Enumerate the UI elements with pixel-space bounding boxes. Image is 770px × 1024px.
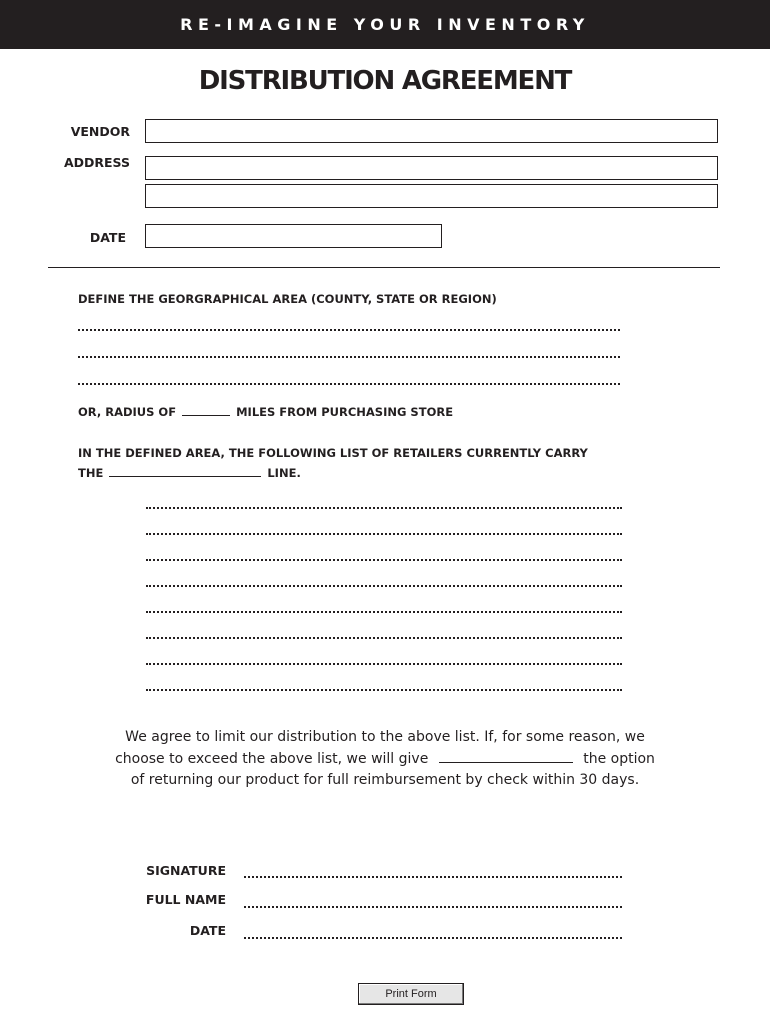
area-line[interactable] <box>78 383 620 385</box>
agreement-line2 <box>60 749 710 771</box>
retailers-line2-prefix: THE <box>78 466 104 480</box>
product-line-blank[interactable] <box>109 476 261 477</box>
area-line[interactable] <box>78 356 620 358</box>
date-field[interactable] <box>145 224 442 248</box>
print-form-button[interactable]: Print Form <box>358 983 464 1005</box>
signature-date-label: DATE <box>189 923 226 938</box>
agreement-line2-prefix: choose to exceed the above list, we will give <box>115 750 429 767</box>
radius-statement <box>78 402 453 422</box>
retailer-line[interactable] <box>146 611 622 613</box>
document-title: DISTRIBUTION AGREEMENT <box>198 66 572 96</box>
agreement-paragraph <box>60 727 710 792</box>
vendor-label: VENDOR <box>70 124 130 139</box>
area-line[interactable] <box>78 329 620 331</box>
signature-label: SIGNATURE <box>146 863 226 878</box>
agreement-line3: of returning our product for full reimbursement by check within 30 days. <box>130 772 640 788</box>
retailer-line[interactable] <box>146 637 622 639</box>
party-blank[interactable] <box>439 762 573 763</box>
radius-blank[interactable] <box>182 415 230 416</box>
retailer-line[interactable] <box>146 689 622 691</box>
agreement-line2-suffix: the option <box>583 750 655 767</box>
signature-line[interactable] <box>244 876 622 878</box>
radius-suffix: MILES FROM PURCHASING STORE <box>236 405 454 419</box>
retailer-line[interactable] <box>146 533 622 535</box>
vendor-field[interactable] <box>145 119 718 143</box>
retailer-line[interactable] <box>146 507 622 509</box>
address-line1-field[interactable] <box>145 156 718 180</box>
section-divider <box>48 267 720 268</box>
retailers-heading-line2 <box>78 463 301 483</box>
area-heading: DEFINE THE GEORGRAPHICAL AREA (COUNTY, STATE OR REGION) <box>78 292 497 306</box>
radius-prefix: OR, RADIUS OF <box>78 405 177 419</box>
banner-text: RE-IMAGINE YOUR INVENTORY <box>180 15 590 34</box>
full-name-label: FULL NAME <box>145 892 226 907</box>
date-label: DATE <box>89 230 126 245</box>
full-name-line[interactable] <box>244 906 622 908</box>
address-line2-field[interactable] <box>145 184 718 208</box>
retailers-line2-suffix: LINE. <box>267 466 301 480</box>
retailer-line[interactable] <box>146 663 622 665</box>
retailer-line[interactable] <box>146 559 622 561</box>
address-label: ADDRESS <box>63 155 130 170</box>
signature-date-line[interactable] <box>244 937 622 939</box>
agreement-line1: We agree to limit our distribution to the above list. If, for some reason, we <box>125 729 645 745</box>
top-banner <box>0 0 770 49</box>
retailer-line[interactable] <box>146 585 622 587</box>
retailers-heading-line1: IN THE DEFINED AREA, THE FOLLOWING LIST OF RETAILERS CURRENTLY CARRY <box>78 446 588 460</box>
